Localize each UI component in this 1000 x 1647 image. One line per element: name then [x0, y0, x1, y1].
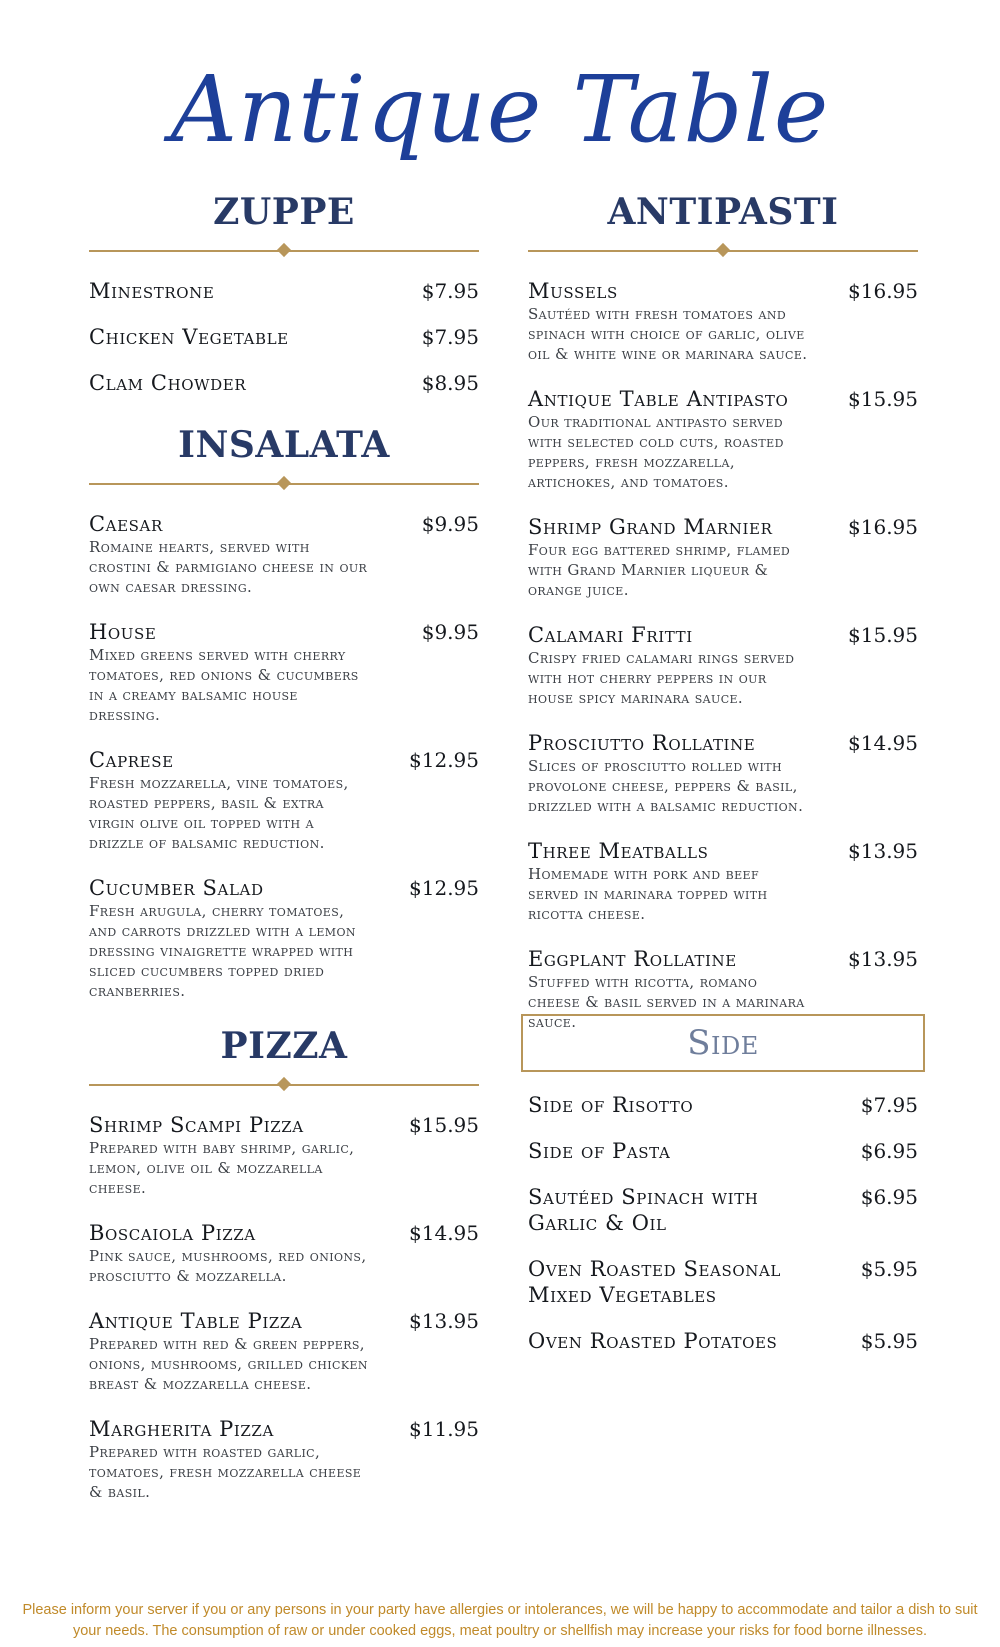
item-price: $5.95: [860, 1329, 918, 1353]
item-price: $8.95: [421, 371, 479, 395]
menu-item: [528, 1092, 918, 1118]
section-side: [528, 1092, 918, 1374]
menu-item: [528, 622, 918, 708]
item-description: Pink sauce, mushrooms, red onions, prosciutto & mozzarella.: [89, 1247, 367, 1285]
item-name: Mussels: [528, 279, 618, 303]
item-price: $11.95: [409, 1417, 479, 1441]
item-description: Mixed greens served with cherry tomatoes, red onions & cucumbers in a creamy balsamic house dressing.: [89, 646, 359, 724]
item-price: $6.95: [860, 1185, 918, 1209]
section-pizza: [89, 1024, 479, 1524]
item-name: Shrimp Scampi Pizza: [89, 1113, 304, 1137]
item-price: $7.95: [421, 325, 479, 349]
item-name: House: [89, 620, 157, 644]
item-price: $13.95: [848, 839, 918, 863]
item-name: Oven Roasted Seasonal Mixed Vegetables: [528, 1257, 781, 1307]
section-heading: ANTIPASTI: [607, 191, 839, 233]
item-name: Cucumber Salad: [89, 876, 264, 900]
item-price: $14.95: [848, 731, 918, 755]
item-price: $13.95: [848, 947, 918, 971]
item-price: $16.95: [848, 279, 918, 303]
section-divider: [89, 477, 479, 491]
item-name: Three Meatballs: [528, 839, 709, 863]
item-description: Sautéed with fresh tomatoes and spinach with choice of garlic, olive oil & white wine or marinara sauce.: [528, 305, 808, 363]
menu-item: [89, 278, 479, 304]
item-price: $12.95: [409, 748, 479, 772]
diamond-ornament-icon: [277, 1077, 291, 1091]
menu-item: [89, 1308, 479, 1394]
menu-item: [528, 386, 918, 492]
item-description: Stuffed with ricotta, romano cheese & basil served in a marinara sauce.: [528, 973, 805, 1031]
section-antipasti: [528, 190, 918, 1054]
item-description: Crispy fried calamari rings served with hot cherry peppers in our house spicy marinara sauce.: [528, 649, 795, 707]
item-description: Romaine hearts, served with crostini & parmigiano cheese in our own caesar dressing.: [89, 538, 368, 596]
item-price: $13.95: [409, 1309, 479, 1333]
menu-item: [89, 324, 479, 350]
item-name: Caprese: [89, 748, 174, 772]
item-name: Caesar: [89, 512, 163, 536]
item-description: Prepared with roasted garlic, tomatoes, fresh mozzarella cheese & basil.: [89, 1443, 362, 1501]
menu-item: [89, 875, 479, 1001]
allergy-disclaimer: Please inform your server if you or any persons in your party have allergies or intolerances, we will be happy to accommodate and tailor a dish to suit your needs. The consumption of raw or under cooked eggs, meat poultry or shellfish may increase your risks for food borne illnesses.: [22, 1602, 978, 1639]
section-heading: Side: [687, 1023, 759, 1063]
item-price: $7.95: [421, 279, 479, 303]
item-name: Minestrone: [89, 279, 215, 303]
restaurant-title: Antique Table: [170, 56, 830, 163]
menu-item: [89, 619, 479, 725]
section-divider: [89, 1078, 479, 1092]
item-price: $9.95: [421, 620, 479, 644]
item-price: $14.95: [409, 1221, 479, 1245]
item-name: Clam Chowder: [89, 371, 247, 395]
item-price: $6.95: [860, 1139, 918, 1163]
section-heading: PIZZA: [220, 1025, 348, 1067]
menu-item: [89, 370, 479, 396]
menu-item: [528, 1184, 918, 1236]
item-price: $7.95: [860, 1093, 918, 1117]
menu-item: [528, 1256, 918, 1308]
menu-item: [528, 730, 918, 816]
item-description: Prepared with red & green peppers, onions, mushrooms, grilled chicken breast & mozzarella cheese.: [89, 1335, 368, 1393]
menu-item: [528, 838, 918, 924]
item-description: Homemade with pork and beef served in marinara topped with ricotta cheese.: [528, 865, 768, 923]
item-description: Slices of prosciutto rolled with provolone cheese, peppers & basil, drizzled with a balsamic reduction.: [528, 757, 804, 815]
section-insalata: [89, 423, 479, 1023]
item-description: Four egg battered shrimp, flamed with Grand Marnier liqueur & orange juice.: [528, 541, 791, 599]
item-name: Antique Table Pizza: [89, 1309, 303, 1333]
menu-item: [528, 1328, 918, 1354]
item-name: Sautéed Spinach with Garlic & Oil: [528, 1185, 759, 1235]
item-description: Fresh arugula, cherry tomatoes, and carrots drizzled with a lemon dressing vinaigrette wrapped with sliced cucumbers topped dried cranberries.: [89, 902, 356, 1000]
item-price: $15.95: [409, 1113, 479, 1137]
item-name: Chicken Vegetable: [89, 325, 289, 349]
menu-item: [528, 278, 918, 364]
item-price: $15.95: [848, 387, 918, 411]
section-heading: INSALATA: [178, 424, 390, 466]
item-description: Fresh mozzarella, vine tomatoes, roasted peppers, basil & extra virgin olive oil topped with a drizzle of balsamic reduction.: [89, 774, 349, 852]
item-description: Our traditional antipasto served with selected cold cuts, roasted peppers, fresh mozzarella, artichokes, and tomatoes.: [528, 413, 784, 491]
item-name: Eggplant Rollatine: [528, 947, 737, 971]
item-name: Side of Risotto: [528, 1093, 694, 1117]
side-heading-box: [521, 1014, 925, 1072]
menu-item: [89, 1112, 479, 1198]
item-price: $9.95: [421, 512, 479, 536]
diamond-ornament-icon: [277, 243, 291, 257]
menu-item: [528, 514, 918, 600]
item-name: Prosciutto Rollatine: [528, 731, 756, 755]
menu-item: [89, 511, 479, 597]
item-name: Boscaiola Pizza: [89, 1221, 256, 1245]
item-name: Antique Table Antipasto: [528, 387, 789, 411]
item-name: Margherita Pizza: [89, 1417, 274, 1441]
section-zuppe: [89, 190, 479, 416]
item-name: Side of Pasta: [528, 1139, 671, 1163]
item-description: Prepared with baby shrimp, garlic, lemon, olive oil & mozzarella cheese.: [89, 1139, 355, 1197]
item-price: $12.95: [409, 876, 479, 900]
diamond-ornament-icon: [277, 476, 291, 490]
menu-item: [528, 1138, 918, 1164]
diamond-ornament-icon: [716, 243, 730, 257]
menu-item: [89, 1416, 479, 1502]
section-divider: [528, 244, 918, 258]
section-heading: ZUPPE: [213, 191, 355, 233]
item-price: $16.95: [848, 515, 918, 539]
item-name: Oven Roasted Potatoes: [528, 1329, 778, 1353]
item-name: Shrimp Grand Marnier: [528, 515, 773, 539]
item-name: Calamari Fritti: [528, 623, 693, 647]
menu-item: [89, 1220, 479, 1286]
menu-item: [89, 747, 479, 853]
section-divider: [89, 244, 479, 258]
item-price: $15.95: [848, 623, 918, 647]
item-price: $5.95: [860, 1257, 918, 1281]
